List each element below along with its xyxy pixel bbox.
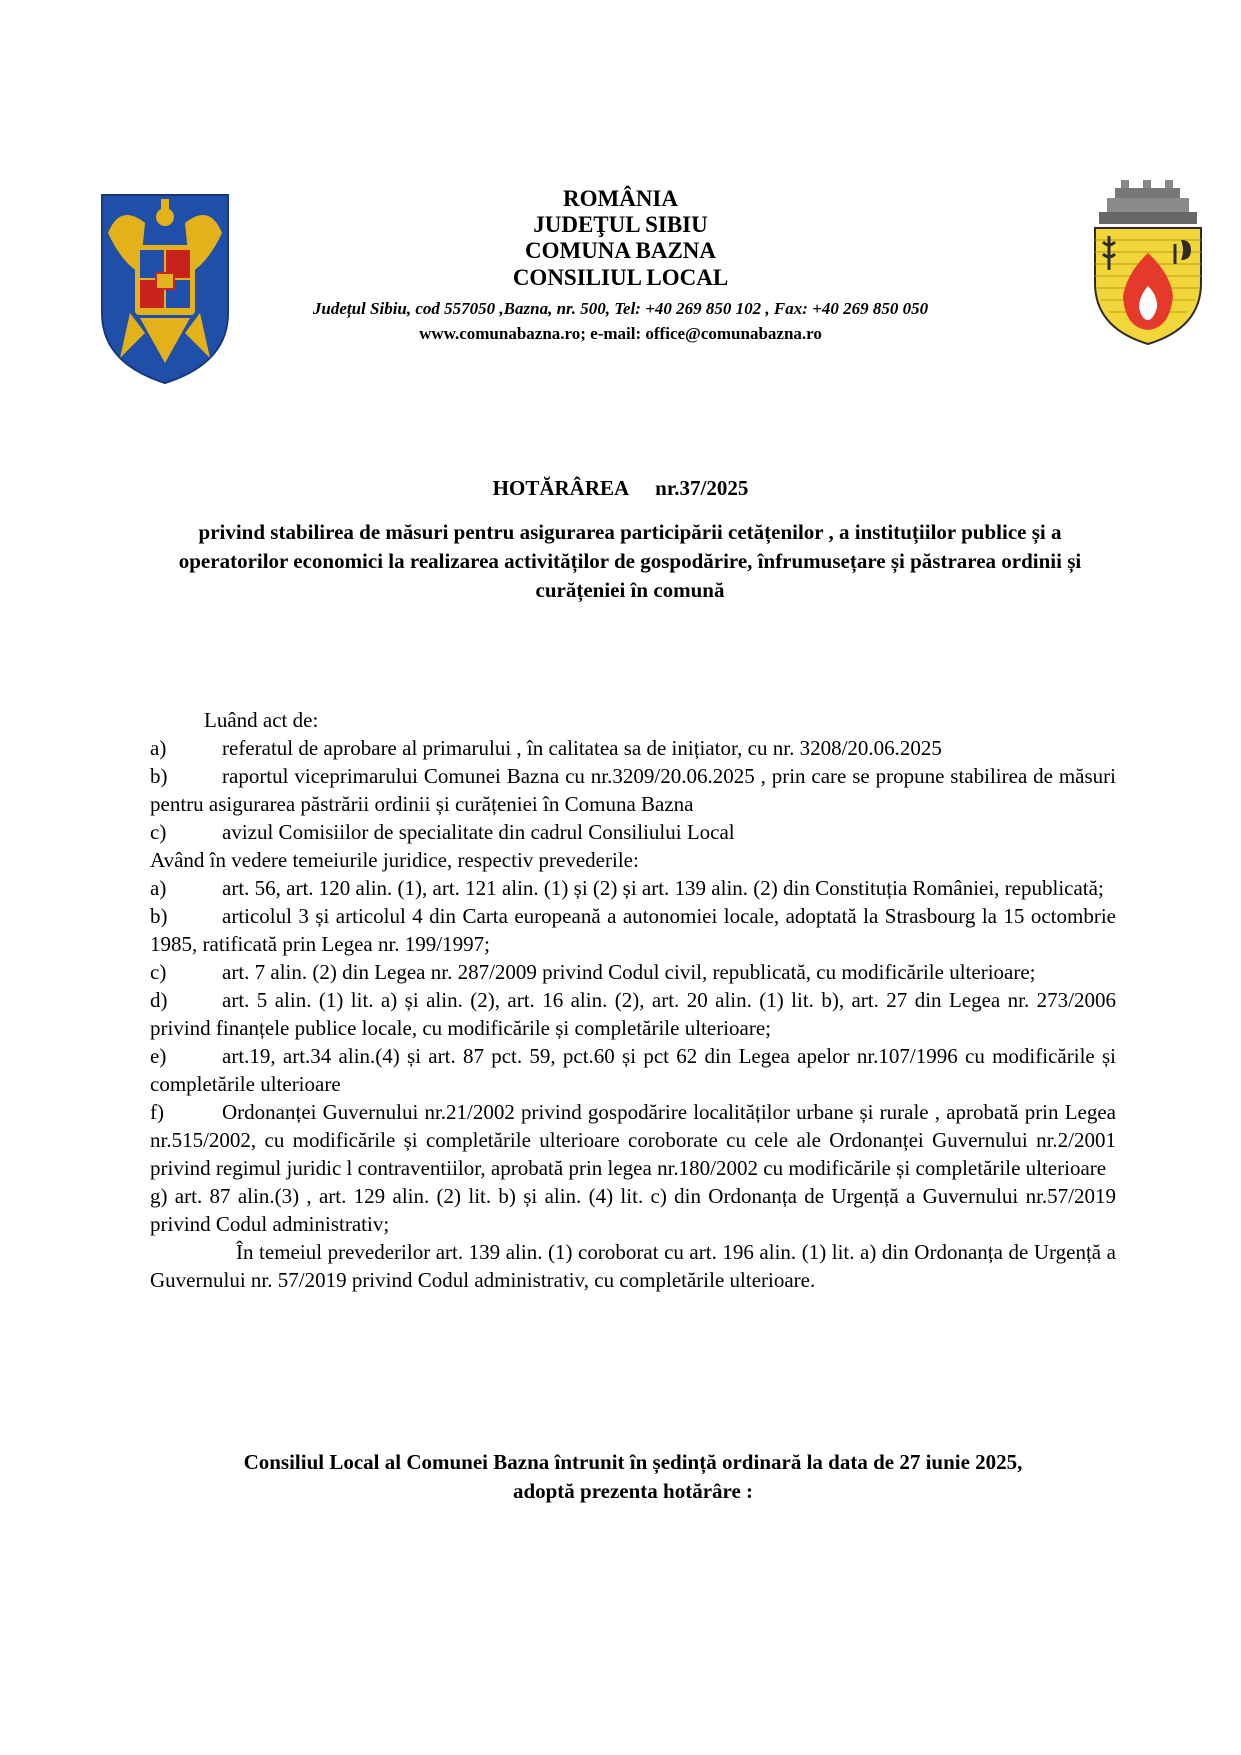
decision-title: [0, 476, 1241, 501]
act-item-a: [150, 734, 1116, 762]
legal-item-e: [150, 1042, 1116, 1098]
legal-item-b: [150, 902, 1116, 958]
header-country: ROMÂNIA: [563, 186, 678, 211]
act-text: raportul viceprimarului Comunei Bazna cu nr.3209/20.06.2025 , prin care se propune stabilirea de măsuri pentru asigurarea păstrării ordinii și curățeniei în Comuna Bazna: [150, 764, 1116, 816]
legal-item-c: [150, 958, 1116, 986]
header-commune: COMUNA BAZNA: [524, 238, 717, 263]
header-county: JUDEŢUL SIBIU: [533, 212, 708, 237]
legal-item-d: [150, 986, 1116, 1042]
act-item-c: [150, 818, 1116, 846]
legal-label: c): [150, 960, 167, 984]
document-body: [150, 706, 1116, 1294]
legal-label: a): [150, 876, 167, 900]
intro-line: Luând act de:: [204, 708, 319, 732]
legal-text: articolul 3 și articolul 4 din Carta europeană a autonomiei locale, adoptată la Strasbourg la 15 octombrie 1985, ratificată prin Legea nr. 199/1997;: [150, 904, 1116, 956]
act-item-b: [150, 762, 1116, 818]
legal-item-f: [150, 1098, 1116, 1182]
letterhead: [0, 0, 1241, 400]
legal-label: f): [150, 1100, 164, 1124]
legal-text: art. 7 alin. (2) din Legea nr. 287/2009 privind Codul civil, republicată, cu modificările ulterioare;: [222, 960, 1036, 984]
decision-subject: privind stabilirea de măsuri pentru asigurarea participării cetățenilor , a instituțiilor publice și a operatorilor economici la realizarea activităților de gospodărire, înfrumusețare și păstrarea ordinii și curățeniei în comună: [178, 520, 1082, 602]
bazna-coat-of-arms-icon: [1085, 178, 1210, 348]
act-label: b): [150, 764, 168, 788]
legal-label: b): [150, 904, 168, 928]
decision-label: HOTĂRÂREA: [492, 476, 630, 500]
legal-label: e): [150, 1044, 167, 1068]
legal-text: art.19, art.34 alin.(4) și art. 87 pct. 59, pct.60 și pct 62 din Legea apelor nr.107/1996 cu modificările și completările ulterioare: [150, 1044, 1116, 1096]
legal-text: Ordonanței Guvernului nr.21/2002 privind gospodărire localităților urbane și rurale , aprobată prin Legea nr.515/2002, cu modificările și completările ulterioare coroborate cu cele ale Ordonanței Guvernului nr.2/2001 privind regimul juridic l contraventiilor, aprobată prin legea nr.180/2002 cu modificările și completările ulterioare: [150, 1100, 1116, 1180]
act-label: a): [150, 736, 167, 760]
legal-text: art. 5 alin. (1) lit. a) și alin. (2), art. 16 alin. (2), art. 20 alin. (1) lit. b), art. 27 din Legea nr. 273/2006 privind finanțele publice locale, cu modificările și completările ulterioare;: [150, 988, 1116, 1040]
legal-text: art. 56, art. 120 alin. (1), art. 121 alin. (1) și (2) și art. 139 alin. (2) din Constituția României, republicată;: [222, 876, 1104, 900]
legal-item-g: g) art. 87 alin.(3) , art. 129 alin. (2) lit. b) și alin. (4) lit. c) din Ordonanța de Urgență a Guvernului nr.57/2019 privind Codul administrativ;: [150, 1184, 1116, 1236]
legal-item-a: [150, 874, 1116, 902]
act-text: referatul de aprobare al primarului , în calitatea sa de inițiator, cu nr. 3208/20.06.2025: [222, 736, 942, 760]
legal-intro: Având în vedere temeiurile juridice, respectiv prevederile:: [150, 848, 639, 872]
act-label: c): [150, 820, 167, 844]
header-council: CONSILIUL LOCAL: [512, 265, 729, 290]
legal-basis-paragraph: În temeiul prevederilor art. 139 alin. (1) coroborat cu art. 196 alin. (1) lit. a) din Ordonanța de Urgență a Guvernului nr. 57/2019 privind Codul administrativ, cu completările ulterioare.: [150, 1240, 1116, 1292]
closing-statement: [150, 1448, 1116, 1506]
act-text: avizul Comisiilor de specialitate din cadrul Consiliului Local: [222, 820, 735, 844]
header-contact: Județul Sibiu, cod 557050 ,Bazna, nr. 500, Tel: +40 269 850 102 , Fax: +40 269 850 050: [312, 299, 929, 318]
closing-line-2: adoptă prezenta hotărâre :: [512, 1479, 754, 1503]
legal-label: d): [150, 988, 168, 1012]
closing-line-1: Consiliul Local al Comunei Bazna întrunit în ședință ordinară la data de 27 iunie 2025,: [243, 1450, 1023, 1474]
header-web-email: www.comunabazna.ro; e-mail: office@comunabazna.ro: [419, 324, 822, 343]
decision-number: nr.37/2025: [655, 476, 749, 500]
